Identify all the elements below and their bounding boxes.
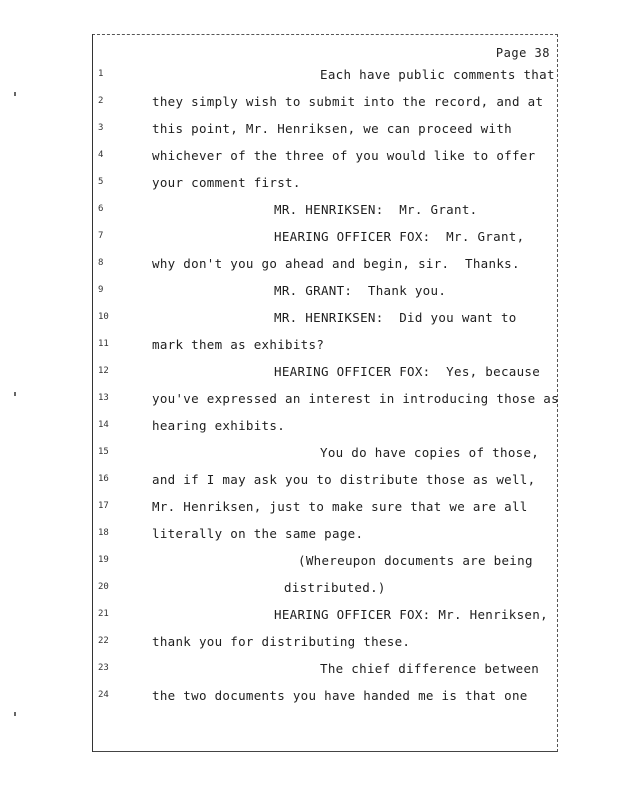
transcript-line bbox=[0, 655, 618, 682]
scan-speck bbox=[14, 712, 16, 716]
transcript-line bbox=[0, 358, 618, 385]
line-number: 13 bbox=[98, 393, 109, 403]
transcript-line bbox=[0, 169, 618, 196]
line-text: MR. GRANT: Thank you. bbox=[274, 283, 447, 298]
line-text: (Whereupon documents are being bbox=[298, 553, 533, 568]
transcript-line bbox=[0, 88, 618, 115]
line-text: thank you for distributing these. bbox=[152, 634, 411, 649]
transcript-line bbox=[0, 304, 618, 331]
transcript-line bbox=[0, 115, 618, 142]
line-number: 23 bbox=[98, 663, 109, 673]
line-number: 8 bbox=[98, 258, 104, 268]
transcript-line bbox=[0, 574, 618, 601]
line-number: 20 bbox=[98, 582, 109, 592]
transcript-line bbox=[0, 493, 618, 520]
page-number: Page 38 bbox=[495, 46, 550, 60]
line-number: 12 bbox=[98, 366, 109, 376]
line-text: this point, Mr. Henriksen, we can proceed with bbox=[152, 121, 512, 136]
line-text: You do have copies of those, bbox=[320, 445, 540, 460]
line-text: HEARING OFFICER FOX: Yes, because bbox=[274, 364, 541, 379]
line-number: 10 bbox=[98, 312, 109, 322]
line-number: 19 bbox=[98, 555, 109, 565]
line-number: 6 bbox=[98, 204, 104, 214]
line-number: 24 bbox=[98, 690, 109, 700]
transcript-line bbox=[0, 547, 618, 574]
line-text: The chief difference between bbox=[320, 661, 540, 676]
scan-speck bbox=[14, 92, 16, 96]
line-text: why don't you go ahead and begin, sir. Thanks. bbox=[152, 256, 520, 271]
transcript-line bbox=[0, 682, 618, 709]
line-number: 3 bbox=[98, 123, 104, 133]
line-number: 4 bbox=[98, 150, 104, 160]
line-text: literally on the same page. bbox=[152, 526, 364, 541]
transcript-line bbox=[0, 412, 618, 439]
line-text: hearing exhibits. bbox=[152, 418, 286, 433]
transcript-line bbox=[0, 439, 618, 466]
line-number: 22 bbox=[98, 636, 109, 646]
line-text: HEARING OFFICER FOX: Mr. Henriksen, bbox=[274, 607, 548, 622]
transcript-line bbox=[0, 466, 618, 493]
line-text: distributed.) bbox=[284, 580, 386, 595]
transcript-line bbox=[0, 196, 618, 223]
line-number: 5 bbox=[98, 177, 104, 187]
transcript-line bbox=[0, 385, 618, 412]
line-text: Mr. Henriksen, just to make sure that we are all bbox=[152, 499, 528, 514]
line-text: your comment first. bbox=[152, 175, 301, 190]
transcript-body bbox=[0, 61, 618, 709]
scan-speck bbox=[14, 392, 16, 396]
line-text: you've expressed an interest in introducing those as bbox=[152, 391, 559, 406]
transcript-line bbox=[0, 628, 618, 655]
line-text: and if I may ask you to distribute those as well, bbox=[152, 472, 536, 487]
transcript-line bbox=[0, 520, 618, 547]
line-text: the two documents you have handed me is that one bbox=[152, 688, 528, 703]
line-number: 21 bbox=[98, 609, 109, 619]
line-number: 16 bbox=[98, 474, 109, 484]
transcript-line bbox=[0, 142, 618, 169]
line-text: they simply wish to submit into the record, and at bbox=[152, 94, 544, 109]
line-number: 14 bbox=[98, 420, 109, 430]
transcript-line bbox=[0, 331, 618, 358]
line-text: MR. HENRIKSEN: Did you want to bbox=[274, 310, 517, 325]
transcript-line bbox=[0, 277, 618, 304]
line-text: MR. HENRIKSEN: Mr. Grant. bbox=[274, 202, 478, 217]
line-text: mark them as exhibits? bbox=[152, 337, 325, 352]
transcript-line bbox=[0, 250, 618, 277]
line-number: 1 bbox=[98, 69, 104, 79]
line-number: 11 bbox=[98, 339, 109, 349]
line-number: 9 bbox=[98, 285, 104, 295]
transcript-line bbox=[0, 61, 618, 88]
line-text: HEARING OFFICER FOX: Mr. Grant, bbox=[274, 229, 525, 244]
transcript-line bbox=[0, 601, 618, 628]
line-text: Each have public comments that bbox=[320, 67, 555, 82]
transcript-line bbox=[0, 223, 618, 250]
line-number: 18 bbox=[98, 528, 109, 538]
line-number: 15 bbox=[98, 447, 109, 457]
line-number: 2 bbox=[98, 96, 104, 106]
line-number: 17 bbox=[98, 501, 109, 511]
line-number: 7 bbox=[98, 231, 104, 241]
line-text: whichever of the three of you would like to offer bbox=[152, 148, 536, 163]
